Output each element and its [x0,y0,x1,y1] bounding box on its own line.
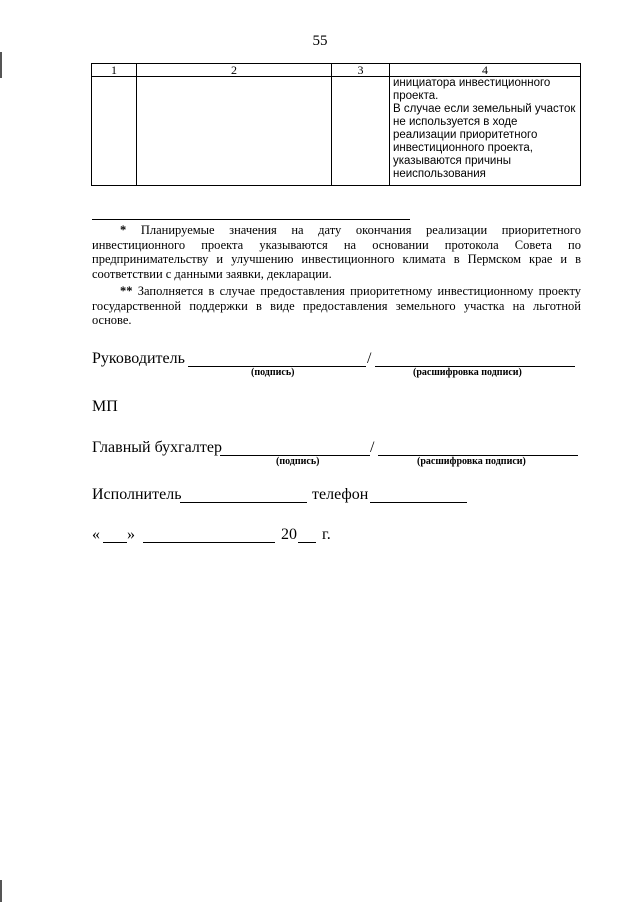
date-month-line[interactable] [143,542,275,543]
cell-text-line: указываются причины [393,155,511,167]
year-prefix: 20 [281,526,297,543]
phone-line[interactable] [370,502,467,503]
cell-text-line: инвестиционного проекта, [393,142,533,154]
head-label: Руководитель [92,350,185,367]
table-cell [137,77,332,186]
footnote-text: Заполняется в случае предоставления приоритетному инвестиционному проекту государственной поддержки в виде предоставления земельного участка на льготной основе. [92,284,582,327]
cell-text-line: не используется в ходе [393,116,518,128]
cell-text-line: неиспользования [393,168,486,180]
year-suffix: г. [322,526,331,543]
footnote-marker: * [120,223,127,237]
table-cell [332,77,390,186]
footnote-marker: ** [120,284,133,298]
date-year-line[interactable] [298,542,316,543]
left-edge-mark [0,52,2,78]
date-day-line[interactable] [103,542,127,543]
table-cell [92,77,137,186]
cell-text-line: реализации приоритетного [393,129,538,141]
cell-text-line: инициатора инвестиционного [393,77,551,89]
cell-text-line: В случае если земельный участок [393,103,576,115]
column-header: 3 [332,64,390,77]
slash-separator: / [367,350,372,367]
cell-text-line: проекта. [393,90,439,102]
signature-caption: (подпись) [276,456,320,467]
signature-caption: (подпись) [251,367,295,378]
table-header-row [92,64,581,77]
chief-accountant-label: Главный бухгалтер [92,439,222,456]
data-table [91,63,581,186]
footnote-separator [92,219,410,220]
footnote-1 [92,223,581,281]
decode-caption: (расшифровка подписи) [417,456,526,467]
executor-line[interactable] [180,502,307,503]
stamp-place: МП [92,398,118,415]
column-header: 2 [137,64,332,77]
left-edge-mark [0,880,2,902]
executor-label: Исполнитель [92,486,182,503]
decode-caption: (расшифровка подписи) [413,367,522,378]
phone-label: телефон [312,486,369,503]
slash-separator: / [370,439,375,456]
footnote-text: Планируемые значения на дату окончания реализации приоритетного инвестиционного проекта указываются на основании протокола Совета по предпринимательству и улучшению инвестиционного климата в Пермском крае и в соответствии с данными заявки, декларации. [92,223,581,281]
table-row [92,77,581,186]
footnote-2 [92,284,581,328]
page-number: 55 [312,33,328,49]
date-close-quote: » [127,526,135,543]
column-header: 1 [92,64,137,77]
date-open-quote: « [92,526,100,543]
table-cell-notes [390,77,581,186]
column-header: 4 [390,64,581,77]
